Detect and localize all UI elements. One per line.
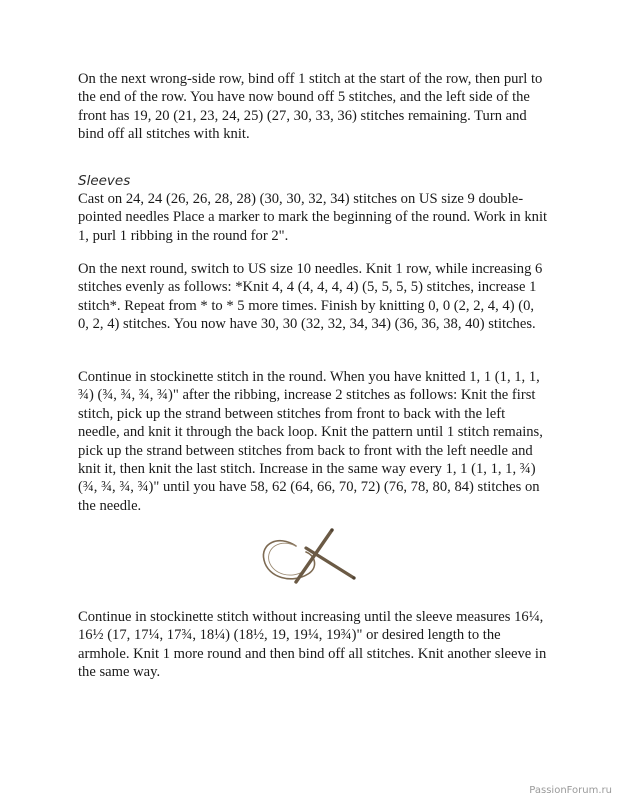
paragraph-increase: Continue in stockinette stitch in the round. When you have knitted 1, 1 (1, 1, 1, ¾) (¾, ¾, ¾, ¾)" after the ribbing, increase 2 stitches as follows: Knit the first stitch, pick up the strand between stitches from front to back with the left needle, and knit it through the back loop. Knit the pattern until 1 stitch remains, pick up the strand between stitches from back to front with the left needle and knit it, then knit the last stitch. Increase in the same way every 1, 1 (1, 1, 1, ¾) (¾, ¾, ¾, ¾)" until you have 58, 62 (64, 66, 70, 72) (76, 78, 80, 84) stitches on the needle.: [78, 369, 543, 514]
paragraph-finish: Continue in stockinette stitch without increasing until the sleeve measures 16¼, 16½ (17, 17¼, 17¾, 18¼) (18½, 19, 19¼, 19¾)" or desired length to the armhole. Knit 1 more round and then bind off all stitches. Knit another sleeve in the same way.: [78, 609, 547, 681]
paragraph-cast-on: Cast on 24, 24 (26, 26, 28, 28) (30, 30, 32, 34) stitches on US size 9 double-pointed needles Place a marker to mark the beginning of the round. Work in knit 1, purl 1 ribbing in the round for 2".: [78, 191, 548, 244]
watermark: PassionForum.ru: [529, 785, 612, 796]
paragraph-bind-off-front: On the next wrong-side row, bind off 1 stitch at the start of the row, then purl to the end of the row. You have now bound off 5 stitches, and the left side of the front has 19, 20 (21, 23, 24, 25) (27, 30, 33, 36) stitches remaining. Turn and bind off all stitches with knit.: [78, 71, 543, 143]
paragraph-next-round: On the next round, switch to US size 10 needles. Knit 1 row, while increasing 6 stitches evenly as follows: *Knit 4, 4 (4, 4, 4, 4) (5, 5, 5, 5) stitches, increase 1 stitch*. Repeat from * to * 5 more times. Finish by knitting 0, 0 (2, 2, 4, 4) (0, 0, 2, 4) stitches. You now have 30, 30 (32, 32, 34, 34) (36, 36, 38, 40) stitches.: [78, 261, 543, 333]
section-heading-sleeves: Sleeves: [78, 173, 131, 189]
circular-needle-icon: [256, 526, 360, 588]
